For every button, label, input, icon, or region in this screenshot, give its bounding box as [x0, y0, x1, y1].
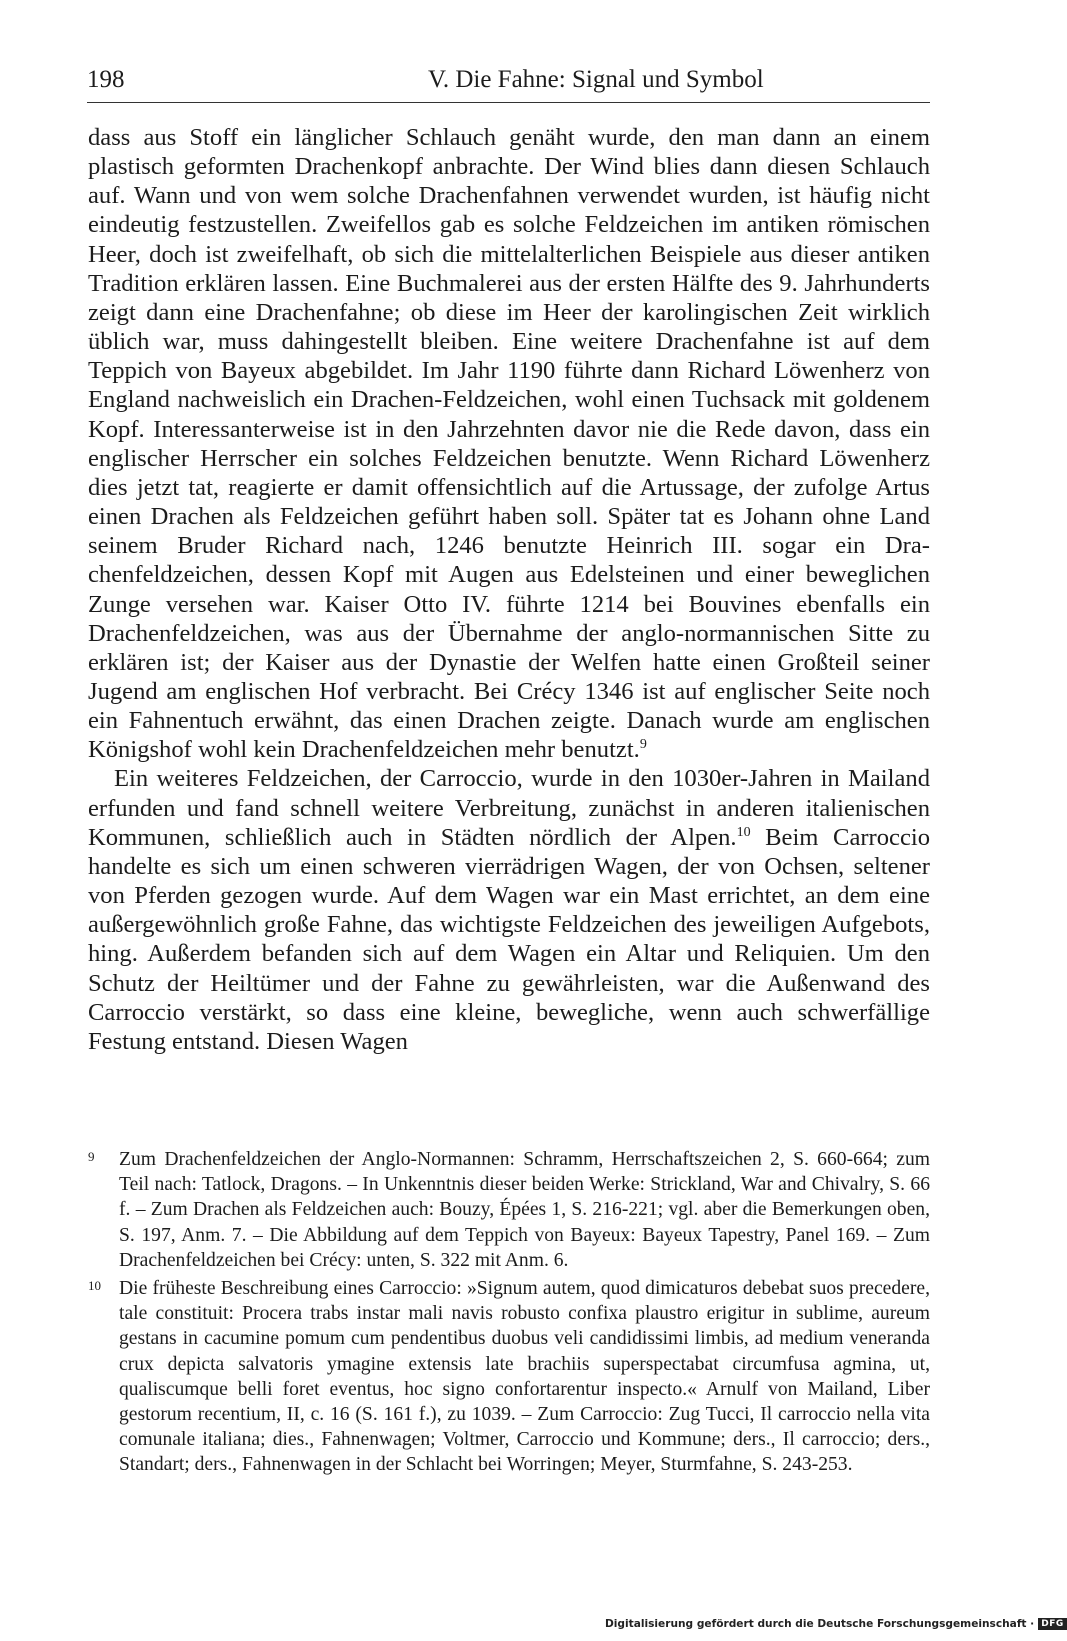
- footnote: [88, 1276, 930, 1478]
- footnote-ref-9[interactable]: 9: [639, 737, 647, 753]
- running-title: V. Die Fahne: Signal und Symbol: [428, 66, 764, 93]
- footnote: [88, 1147, 930, 1273]
- main-text: [88, 123, 930, 1056]
- paragraph-1: [88, 123, 930, 764]
- page-number: 198: [87, 66, 125, 93]
- footnote-number: 10: [88, 1278, 101, 1294]
- page-header: [87, 62, 930, 103]
- paragraph-1-text: dass aus Stoff ein länglicher Schlauch genäht wurde, den man dann an einem plastisch geformten Drachenkopf anbrachte. Der Wind blies dann diesen Schlauch auf. Wann und von wem solche Drachenfahnen verwendet wurden, ist häufig nicht eindeutig festzustellen. Zweifellos gab es solche Feldzeichen im antiken römischen Heer, doch ist zweifelhaft, ob sich die mittelalterlichen Beispiele aus dieser antiken Tradition erklären lassen. Eine Buchmalerei aus der ersten Hälfte des 9. Jahrhunderts zeigt dann eine Drachenfahne; ob diese im Heer der karolingischen Zeit wirklich üblich war, muss dahingestellt bleiben. Eine weitere Drachenfahne ist auf dem Teppich von Bayeux abgebildet. Im Jahr 1190 führte dann Richard Löwenherz von England nachweislich ein Drachen-Feldzeichen, wohl einen Tuchsack mit goldenem Kopf. Interessanterweise ist in den Jahrzehnten davor nie die Rede davon, dass ein englischer Herrscher ein solches Feldzeichen benutzte. Wenn Richard Löwenherz dies jetzt tat, reagierte er damit offensichtlich auf die Artussage, der zufolge Artus einen Drachen als Feldzeichen geführt haben soll. Später tat es Johann ohne Land seinem Bruder Richard nach, 1246 benutzte Heinrich III. sogar ein Drachenfeldzeichen, dessen Kopf mit Augen aus Edelsteinen und einer beweglichen Zunge versehen war. Kaiser Otto IV. führte 1214 bei Bouvines ebenfalls ein Drachenfeldzeichen, was aus der Übernahme der anglo-normannischen Sitte zu erklären ist; der Kaiser aus der Dynastie der Welfen hatte einen Großteil seiner Jugend am englischen Hof verbracht. Bei Crécy 1346 ist auf englischer Seite noch ein Fahnentuch erwähnt, das einen Drachen zeigte. Danach wurde am englischen Königshof wohl kein Drachenfeldzeichen mehr benutzt.: [88, 124, 930, 764]
- footnote-ref-10[interactable]: 10: [736, 824, 751, 840]
- paragraph-2-text: Ein weiteres Feldzeichen, der Carroccio, wurde in den 1030er-Jahren in Mailand erfunden und fand schnell weitere Verbreitung, zunächst in anderen italienischen Kommunen, schließlich auch in Städten nördlich der Alpen.: [88, 765, 930, 851]
- dfg-logo: DFG: [1038, 1618, 1067, 1630]
- digitization-credit: [605, 1614, 1064, 1634]
- footnote-number: 9: [88, 1149, 95, 1164]
- footnote-text: Die früheste Beschreibung eines Carroccio: »Signum autem, quod dimicaturos debebat suos precedere, tale constituit: Procera trabs instar mali navis robusto confixa plaustro erigitur in sublime, aureum gestans in cacumine pomum cum pendentibus duobus veli candidissimi limbis, ad medium veneranda crux depicta salvatoris ymagine extensis late brachiis superspectabat circumfusa agmina, ut, qualiscumque belli foret eventus, hoc signo confortarentur inspecto.« Arnulf von Mailand, Liber gestorum recentium, II, c. 16 (S. 161 f.), zu 1039. – Zum Carroccio: Zug Tucci, Il carroccio nella vita comunale italiana; dies., Fahnenwagen; Voltmer, Carroccio und Kommune; ders., Il carroccio; ders., Standart; ders., Fahnenwagen in der Schlacht bei Worringen; Meyer, Sturmfahne, S. 243-253.: [119, 1278, 930, 1476]
- paragraph-2-continued: Beim Carroccio handelte es sich um einen schweren vierrädrigen Wagen, der von Ochsen, seltener von Pferden gezogen wurde. Auf dem Wagen war ein Mast errichtet, an dem eine außergewöhnlich große Fahne, das wichtigste Feldzeichen des jeweiligen Aufgebots, hing. Außerdem befanden sich auf dem Wagen ein Altar und Reliquien. Um den Schutz der Heiltümer und der Fahne zu gewährleisten, war die Außenwand des Carroccio verstärkt, so dass eine kleine, bewegliche, wenn auch schwerfällige Festung entstand. Diesen Wagen: [88, 823, 930, 1055]
- footnote-text: Zum Drachenfeldzeichen der Anglo-Normannen: Schramm, Herrschaftszeichen 2, S. 660-664; zum Teil nach: Tatlock, Dragons. – In Unkenntnis dieser beiden Werke: Strickland, War and Chivalry, S. 66 f. – Zum Drachen als Feldzeichen auch: Bouzy, Épées 1, S. 216-221; vgl. aber die Bemerkungen oben, S. 197, Anm. 7. – Die Abbildung auf dem Teppich von Bayeux: Bayeux Tapestry, Panel 169. – Zum Drachenfeldzeichen bei Crécy: unten, S. 322 mit Anm. 6.: [119, 1149, 930, 1271]
- credit-text: Digitalisierung gefördert durch die Deutsche Forschungsgemeinschaft ·: [605, 1618, 1035, 1630]
- footnotes: [88, 1147, 930, 1481]
- paragraph-2: [88, 764, 930, 1056]
